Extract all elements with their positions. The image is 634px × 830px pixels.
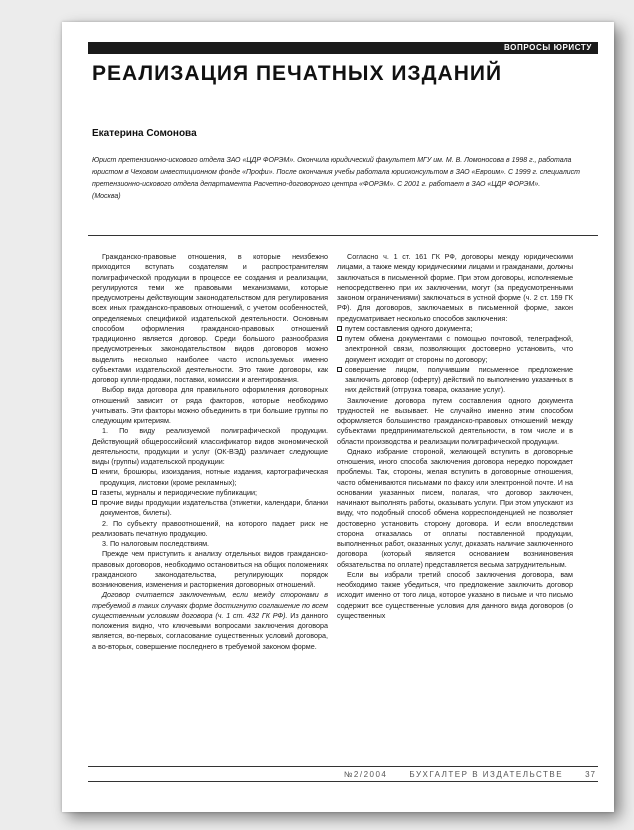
list-item: совершение лицом, получившим письменное предложение заключить договор (оферту) действий по выполнению указанных в них действий (отгрузка товара, оказание услуг). bbox=[337, 365, 573, 396]
list-item: прочие виды продукции издательства (этикетки, календари, бланки документов, билеты). bbox=[92, 498, 328, 519]
paragraph: 1. По виду реализуемой полиграфической продукции. Действующий общероссийский классификатор видов экономической деятельности, продукции и услуг (ОК-ВЭД) различает следующие виды (группы) издательской продукции: bbox=[92, 426, 328, 466]
header-divider bbox=[88, 235, 598, 236]
paragraph: Однако избрание стороной, желающей вступить в договорные отношения, иного способа заключения договора нередко порождает проблемы. Так, стороны, желая вступить в договорные отношения, часто обмениваются письмами по факсу или электронной почте. И на основании указанных писем, полагая, что договор заключен, начинают выполнять работы, оказывать услуги. При этом упускают из виду, что подобный способ обмена корреспонденцией не позволяет достоверно установить сторону договора. И если впоследствии сторона отказалась от оплаты поставленной продукции, выполненных работ, оказанных услуг, доказать наличие заключенного договора (который является основанием возникновения обязательства по оплате) представляется весьма затруднительным. bbox=[337, 446, 573, 569]
author-bio-text: Юрист претензионно-искового отдела ЗАО «ЦДР ФОРЭМ». Окончила юридический факультет МГУ им. М. В. Ломоносова в 1998 г., работала юристом в Чеховом инвестиционном фонде «Профи». После окончания учебы работала юрисконсультом в ЗАО «Евроим». С 1999 г. специалист претензионно-искового отдела департамента Расчетно-договорного центра «ФОРЭМ». С 2001 г. работает в ЗАО «ЦДР ФОРЭМ». bbox=[92, 157, 580, 188]
page-number: 37 bbox=[585, 769, 596, 779]
list-item: книги, брошюры, изоиздания, нотные издания, картографическая продукция, листовки (кроме рекламных); bbox=[92, 467, 328, 488]
contract-methods-list bbox=[337, 324, 573, 396]
paragraph: 3. По налоговым последствиям. bbox=[102, 539, 210, 548]
author-city: (Москва) bbox=[92, 193, 121, 200]
list-item: путем составления одного документа; bbox=[337, 324, 573, 334]
author-bio bbox=[92, 155, 592, 203]
paragraph: Прежде чем приступить к анализу отдельных видов гражданско-правовых договоров, необходимо остановиться на общих положениях гражданского законодательства, регулирующих порядок возникновения, изменения и расторжения договорных отношений. bbox=[92, 549, 328, 589]
article-column-left bbox=[92, 252, 328, 757]
quoted-law-italic: Договор считается заключенным, если между сторонами в требуемой в таких случаях форме достигнуто соглашение по всем существенным условиям договора (ч. 1 ст. 432 ГК РФ). bbox=[92, 590, 328, 620]
list-item: газеты, журналы и периодические публикации; bbox=[92, 488, 328, 498]
journal-name: БУХГАЛТЕР В ИЗДАТЕЛЬСТВЕ bbox=[409, 769, 564, 779]
section-label: ВОПРОСЫ ЮРИСТУ bbox=[503, 43, 592, 52]
checkbox-bullet-icon bbox=[337, 326, 342, 331]
paragraph: Если вы избрали третий способ заключения договора, вам необходимо также убедиться, что предложение заключить договор исходит именно от того лица, которое указано в письме и что письмо содержит все существенные условия для данного вида договоров (о существенных bbox=[337, 569, 573, 620]
checkbox-bullet-icon bbox=[337, 336, 342, 341]
paragraph: 2. По субъекту правоотношений, на которого падает риск не реализовать печатную продукцию. bbox=[92, 518, 328, 538]
issue-number: №2/2004 bbox=[343, 769, 388, 779]
list-item: путем обмена документами с помощью почтовой, телеграфной, электронной связи, позволяющих достоверно установить, что документ исходит от стороны по договору; bbox=[337, 334, 573, 365]
magazine-page bbox=[62, 22, 614, 812]
checkbox-bullet-icon bbox=[92, 500, 97, 505]
paragraph: Заключение договора путем составления одного документа трудностей не вызывает. Не случайно именно этим способом оформляется большинство гражданско-правовых отношений между субъектами предпринимательской деятельности, в том числе и в области производства и реализации полиграфической продукции. bbox=[337, 395, 573, 446]
checkbox-bullet-icon bbox=[92, 469, 97, 474]
section-header-bar bbox=[88, 42, 598, 54]
paragraph: Договор считается заключенным, если между сторонами в требуемой в таких случаях форме достигнуто соглашение по всем существенным условиям договора (ч. 1 ст. 432 ГК РФ). Из данного положения видно, что ключевыми вопросами заключения договора является, во-первых, согласование существенных условий договора, а во-вторых, совершение последнего в требуемой законом форме. bbox=[92, 590, 328, 651]
checkbox-bullet-icon bbox=[337, 367, 342, 372]
checkbox-bullet-icon bbox=[92, 490, 97, 495]
product-types-list bbox=[92, 467, 328, 518]
paragraph: Согласно ч. 1 ст. 161 ГК РФ, договоры между юридическими лицами, а также между юридическими лицами и гражданами, должны заключаться в письменной форме. При этом договоры, исполняемые непосредственно при их заключении, могут (за предусмотренными законом ограничениями) заключаться в устной форме (ч. 2 ст. 159 ГК РФ). Для договоров, заключаемых в письменной форме, закон предусматривает несколько способов заключения: bbox=[337, 252, 573, 323]
article-column-right bbox=[337, 252, 573, 757]
page-footer bbox=[88, 766, 598, 782]
author-name: Екатерина Сомонова bbox=[92, 128, 197, 139]
paragraph: Выбор вида договора для правильного оформления договорных отношений зависит от ряда факторов, которые необходимо учитывать. Эти факторы можно объединить в три большие группы по следующим критериям. bbox=[92, 385, 328, 425]
paragraph: Гражданско-правовые отношения, в которые неизбежно приходится вступать создателям и распространителям полиграфической продукции в процессе ее создания и реализации, регулируются теми же правовыми механизмами, которые предусмотрены действующим законодательством для регулирования всех иных гражданско-правовых отношений, с учетом особенностей, определяемых спецификой издательской деятельности. Основным способом оформления гражданско-правовых отношений традиционно является договор. Среди большого разнообразия предусмотренных законодательством видов договоров можно выделить несколько наиболее часто используемых именно субъектами издательской деятельности. Это такие договоры, как договор купли-продажи, поставки, комиссии и агентирования. bbox=[92, 252, 328, 384]
article-title: РЕАЛИЗАЦИЯ ПЕЧАТНЫХ ИЗДАНИЙ bbox=[92, 62, 503, 85]
